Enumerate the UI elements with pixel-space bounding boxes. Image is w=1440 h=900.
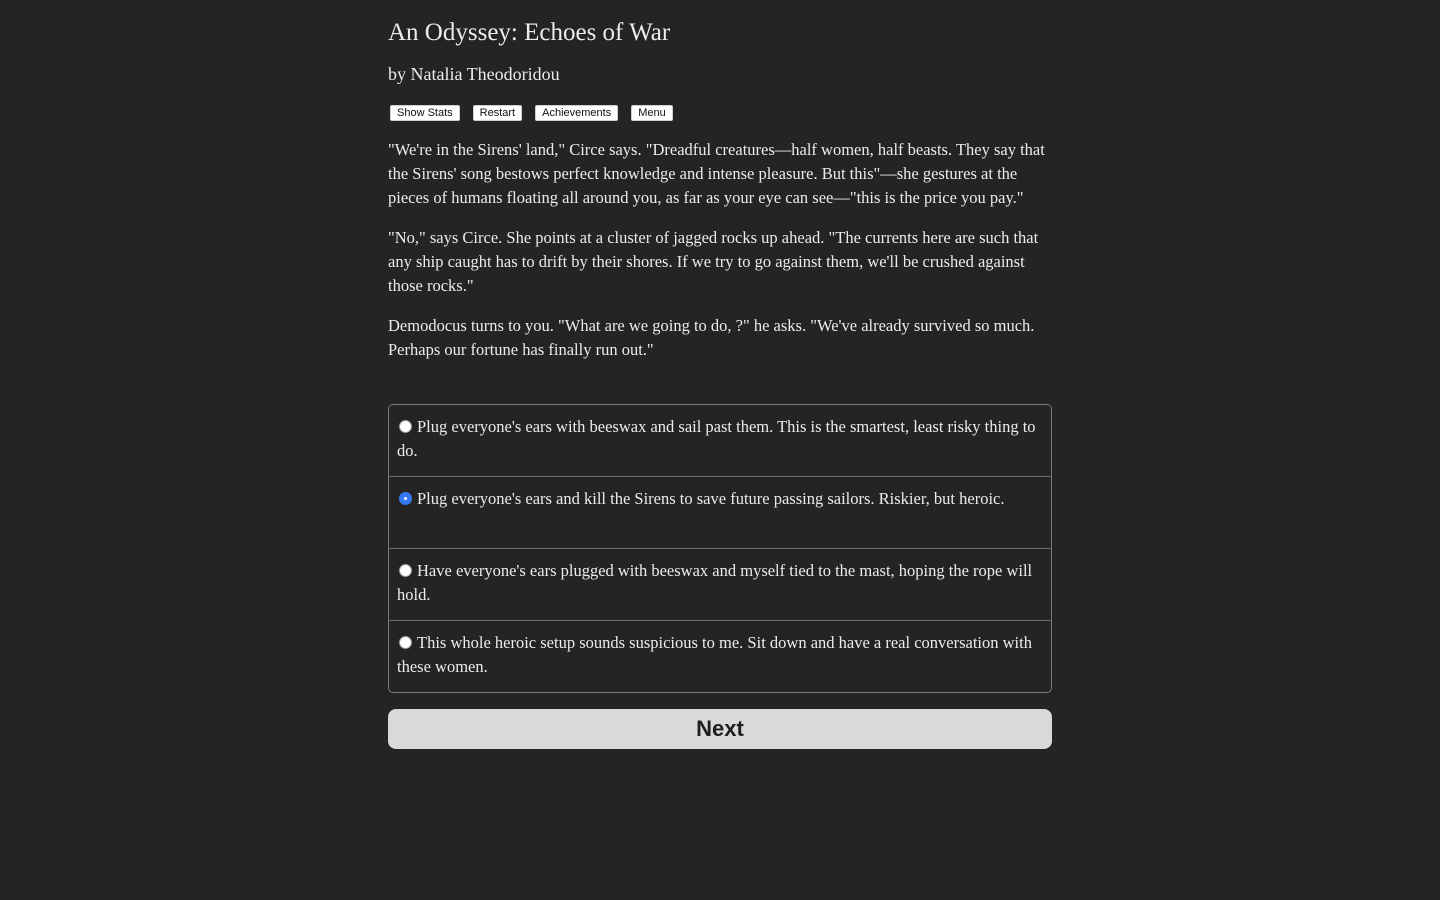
game-author: by Natalia Theodoridou [388, 64, 560, 84]
story-paragraph: Demodocus turns to you. "What are we going to do, ?" he asks. "We've already survived so much. Perhaps our fortune has finally run out." [388, 316, 1035, 359]
story-paragraph: "No," says Circe. She points at a cluster of jagged rocks up ahead. "The currents here are such that any ship caught has to drift by their shores. If we try to go against them, we'll be crushed against those rocks." [388, 228, 1039, 295]
choice-label: Plug everyone's ears with beeswax and sail past them. This is the smartest, least risky thing to do. [397, 417, 1036, 460]
menu-button[interactable]: Menu [631, 105, 673, 121]
choice-label: Have everyone's ears plugged with beeswax and myself tied to the mast, hoping the rope will hold. [397, 561, 1033, 604]
restart-button[interactable]: Restart [473, 105, 522, 121]
next-button[interactable]: Next [388, 709, 1052, 749]
choice-option[interactable] [389, 548, 1051, 620]
show-stats-button[interactable]: Show Stats [390, 105, 460, 121]
radio-button[interactable] [399, 492, 412, 505]
game-title: An Odyssey: Echoes of War [388, 19, 671, 46]
choice-label: This whole heroic setup sounds suspicious to me. Sit down and have a real conversation with these women. [397, 633, 1032, 676]
radio-button[interactable] [399, 420, 412, 433]
story-text [388, 138, 1052, 378]
toolbar [390, 105, 673, 121]
choice-label: Plug everyone's ears and kill the Sirens to save future passing sailors. Riskier, but heroic. [417, 489, 1005, 508]
radio-button[interactable] [399, 564, 412, 577]
choice-option[interactable] [389, 405, 1051, 476]
radio-button[interactable] [399, 636, 412, 649]
achievements-button[interactable]: Achievements [535, 105, 618, 121]
choice-option[interactable] [389, 620, 1051, 692]
choice-list [388, 404, 1052, 693]
story-paragraph: "We're in the Sirens' land," Circe says. "Dreadful creatures—half women, half beasts. They say that the Sirens' song bestows perfect knowledge and intense pleasure. But this"—she gestures at the pieces of humans floating all around you, as far as your eye can see—"this is the price you pay." [388, 140, 1045, 207]
choice-option[interactable] [389, 476, 1051, 548]
